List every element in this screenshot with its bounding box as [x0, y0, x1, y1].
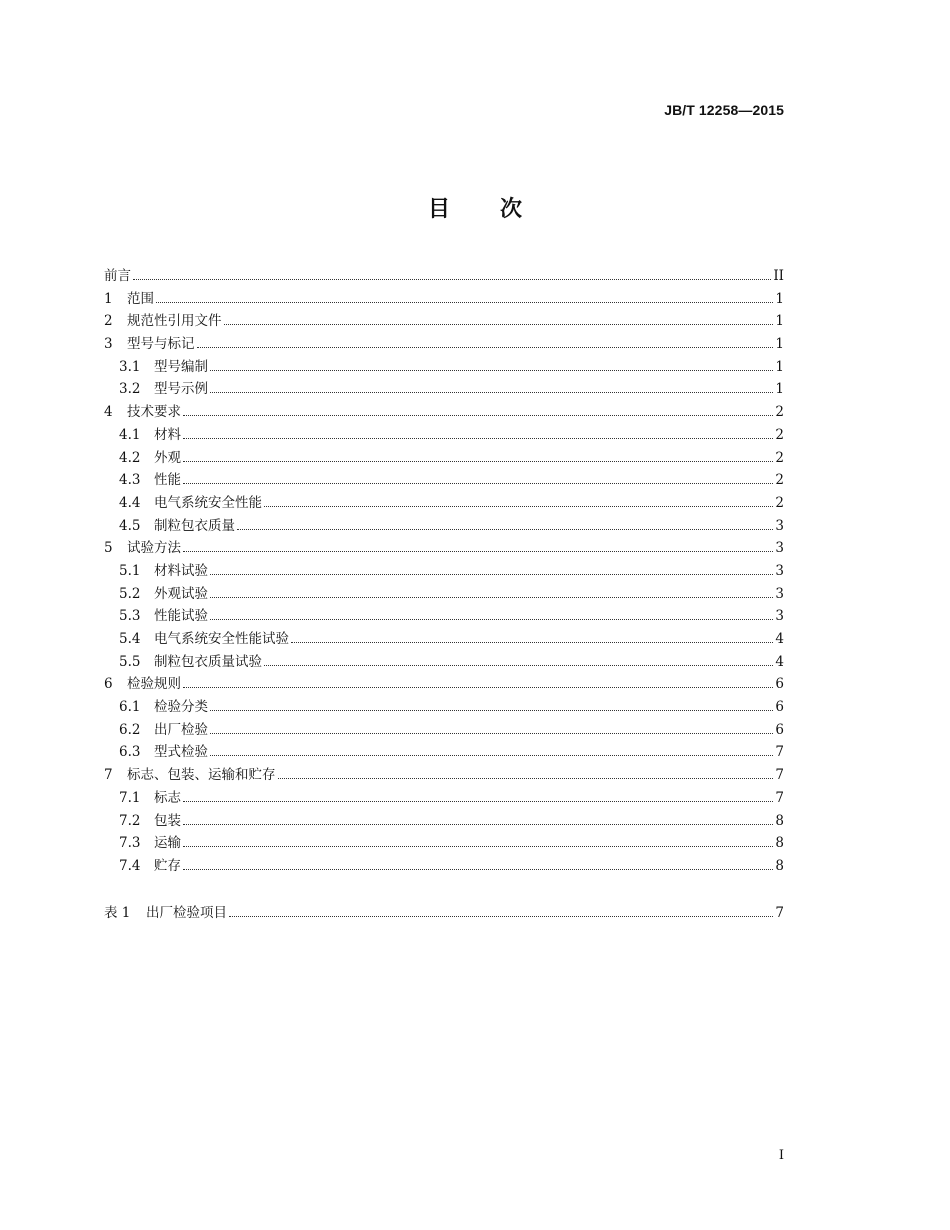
page-number: I	[778, 1148, 784, 1163]
toc-entry-number: 4.4	[119, 494, 141, 511]
dot-leader	[156, 302, 773, 303]
toc-entry[interactable]	[104, 537, 784, 560]
toc-entry-page: 6	[775, 721, 784, 738]
toc-entry-page: 6	[775, 676, 784, 693]
dot-leader	[183, 551, 773, 552]
toc-entry-page: 2	[775, 426, 784, 443]
toc-entry-label: 材料试验	[154, 562, 208, 579]
toc-entry[interactable]	[104, 787, 784, 810]
dot-leader	[264, 665, 773, 666]
table-of-contents	[104, 265, 784, 924]
toc-entry-page: 7	[775, 904, 784, 921]
toc-entry-label: 电气系统安全性能试验	[154, 631, 289, 647]
toc-entry-page: 3	[775, 540, 784, 557]
dot-leader	[183, 415, 773, 416]
toc-entry-label: 试验方法	[127, 540, 181, 557]
toc-entry-label: 包装	[154, 812, 181, 829]
toc-entry-number: 4.2	[119, 449, 141, 466]
toc-entry[interactable]	[104, 764, 784, 787]
dot-leader	[183, 687, 773, 688]
toc-entry-label: 性能试验	[154, 608, 208, 625]
toc-entry-page: 6	[775, 699, 784, 716]
toc-entry-number: 6	[104, 676, 113, 693]
title-char-1: 目	[427, 196, 450, 222]
toc-entry-page: 2	[775, 494, 784, 511]
toc-entry-page: 1	[775, 336, 784, 353]
toc-entry-page: 3	[775, 517, 784, 534]
toc-entry-label: 型式检验	[154, 744, 208, 761]
toc-entry[interactable]	[104, 719, 784, 742]
toc-entry-page: 1	[775, 358, 784, 375]
dot-leader	[237, 529, 773, 530]
toc-entry[interactable]	[104, 401, 784, 424]
toc-entry-label: 外观	[154, 449, 181, 466]
toc-entry-page: 2	[775, 404, 784, 421]
toc-entry-number: 4.1	[119, 426, 141, 443]
toc-entry-page: 4	[775, 631, 784, 647]
dot-leader	[183, 461, 773, 462]
toc-entry-label: 出厂检验	[154, 721, 208, 738]
toc-entry-page: 8	[775, 812, 784, 829]
toc-entry-label: 性能	[154, 472, 181, 489]
toc-entry-number: 5.4	[119, 631, 141, 647]
toc-entry-page: II	[773, 268, 784, 284]
toc-entry-number: 7.2	[119, 812, 141, 829]
toc-entry-label: 制粒包衣质量试验	[154, 653, 262, 670]
toc-entry-number: 6.3	[119, 744, 141, 761]
toc-entry-label: 外观试验	[154, 585, 208, 602]
toc-entry-number: 7.3	[119, 835, 141, 852]
toc-entry[interactable]	[104, 469, 784, 492]
toc-entry-number: 5.2	[119, 585, 141, 602]
standard-code: JB/T 12258—2015	[664, 102, 784, 118]
toc-entry-number: 4	[104, 404, 113, 421]
dot-leader	[210, 755, 773, 756]
toc-entry[interactable]	[104, 492, 784, 515]
toc-entry[interactable]	[104, 628, 784, 651]
toc-entry-page: 1	[775, 381, 784, 398]
toc-entry-page: 1	[775, 313, 784, 330]
dot-leader	[210, 733, 773, 734]
dot-leader	[183, 483, 773, 484]
toc-entry[interactable]	[104, 265, 784, 288]
dot-leader	[183, 801, 773, 802]
toc-entry-number: 5.5	[119, 653, 141, 670]
toc-entry-label: 检验规则	[127, 676, 181, 693]
dot-leader	[210, 710, 773, 711]
toc-entry[interactable]	[104, 651, 784, 674]
toc-entry-number: 4.5	[119, 517, 141, 534]
dot-leader	[133, 279, 771, 280]
toc-entry-page: 4	[775, 653, 784, 670]
toc-entry[interactable]	[104, 605, 784, 628]
dot-leader	[183, 824, 773, 825]
toc-entry-page: 7	[775, 789, 784, 806]
toc-entry-number: 1	[104, 290, 113, 307]
toc-entry-number: 7.1	[119, 789, 141, 806]
toc-entry-page: 1	[775, 290, 784, 307]
toc-entry[interactable]	[104, 447, 784, 470]
dot-leader	[210, 574, 773, 575]
toc-entry[interactable]	[104, 288, 784, 311]
toc-entry-label: 型号编制	[154, 358, 208, 375]
toc-entry-page: 3	[775, 585, 784, 602]
toc-entry-number: 3.2	[119, 381, 141, 398]
toc-entry-label: 贮存	[154, 857, 181, 874]
toc-entry-page: 7	[775, 744, 784, 761]
toc-entry-number: 5.3	[119, 608, 141, 625]
toc-entry[interactable]	[104, 741, 784, 764]
toc-entry[interactable]	[104, 424, 784, 447]
toc-entry[interactable]	[104, 810, 784, 833]
toc-entry[interactable]	[104, 560, 784, 583]
dot-leader	[229, 916, 773, 917]
title-char-2: 次	[500, 196, 523, 222]
dot-leader	[210, 619, 773, 620]
toc-entry[interactable]	[104, 515, 784, 538]
toc-entry-number: 3.1	[119, 358, 141, 375]
dot-leader	[264, 506, 773, 507]
toc-entry-label: 标志	[154, 789, 181, 806]
toc-entry[interactable]	[104, 378, 784, 401]
toc-entry[interactable]	[104, 855, 784, 878]
page-title	[0, 192, 950, 223]
dot-leader	[183, 846, 773, 847]
toc-entry-page: 2	[775, 449, 784, 466]
dot-leader	[278, 778, 774, 779]
toc-entry[interactable]	[104, 673, 784, 696]
toc-entry-label: 范围	[127, 290, 154, 307]
dot-leader	[291, 642, 773, 643]
toc-entry-label: 规范性引用文件	[127, 313, 222, 330]
toc-entry-page: 2	[775, 472, 784, 489]
toc-table-entry[interactable]	[104, 902, 784, 925]
toc-entry-number: 7.4	[119, 857, 141, 874]
dot-leader	[197, 347, 774, 348]
toc-entry-number: 表 1	[104, 904, 131, 921]
toc-entry-label: 型号与标记	[127, 336, 195, 353]
toc-entry[interactable]	[104, 832, 784, 855]
toc-entry-number: 6.2	[119, 721, 141, 738]
toc-entry-label: 材料	[154, 426, 181, 443]
toc-entry-page: 3	[775, 562, 784, 579]
toc-entry-label: 标志、包装、运输和贮存	[127, 767, 276, 784]
toc-entry-page: 7	[775, 767, 784, 784]
toc-entry[interactable]	[104, 310, 784, 333]
toc-entry-label: 型号示例	[154, 381, 208, 398]
toc-entry-number: 5	[104, 540, 113, 557]
toc-entry-number: 7	[104, 767, 113, 784]
dot-leader	[224, 324, 774, 325]
toc-entry-label: 出厂检验项目	[146, 904, 227, 921]
dot-leader	[210, 392, 773, 393]
dot-leader	[210, 597, 773, 598]
dot-leader	[183, 438, 773, 439]
toc-entry-number: 6.1	[119, 699, 141, 716]
toc-entry[interactable]	[104, 696, 784, 719]
toc-entry-label: 检验分类	[154, 699, 208, 716]
toc-entry[interactable]	[104, 356, 784, 379]
dot-leader	[183, 869, 773, 870]
toc-entry-page: 8	[775, 857, 784, 874]
toc-entry-number: 2	[104, 313, 113, 330]
toc-entry-number: 3	[104, 336, 113, 353]
toc-entry-number: 5.1	[119, 562, 141, 579]
toc-entry[interactable]	[104, 583, 784, 606]
toc-entry-number: 4.3	[119, 472, 141, 489]
toc-entry-page: 3	[775, 608, 784, 625]
toc-entry-label: 运输	[154, 835, 181, 852]
toc-entry-label: 技术要求	[127, 404, 181, 421]
toc-entry-page: 8	[775, 835, 784, 852]
dot-leader	[210, 370, 773, 371]
toc-entry-label: 制粒包衣质量	[154, 517, 235, 534]
toc-entry[interactable]	[104, 333, 784, 356]
toc-entry-label: 电气系统安全性能	[154, 494, 262, 511]
toc-entry-label: 前言	[104, 268, 131, 284]
